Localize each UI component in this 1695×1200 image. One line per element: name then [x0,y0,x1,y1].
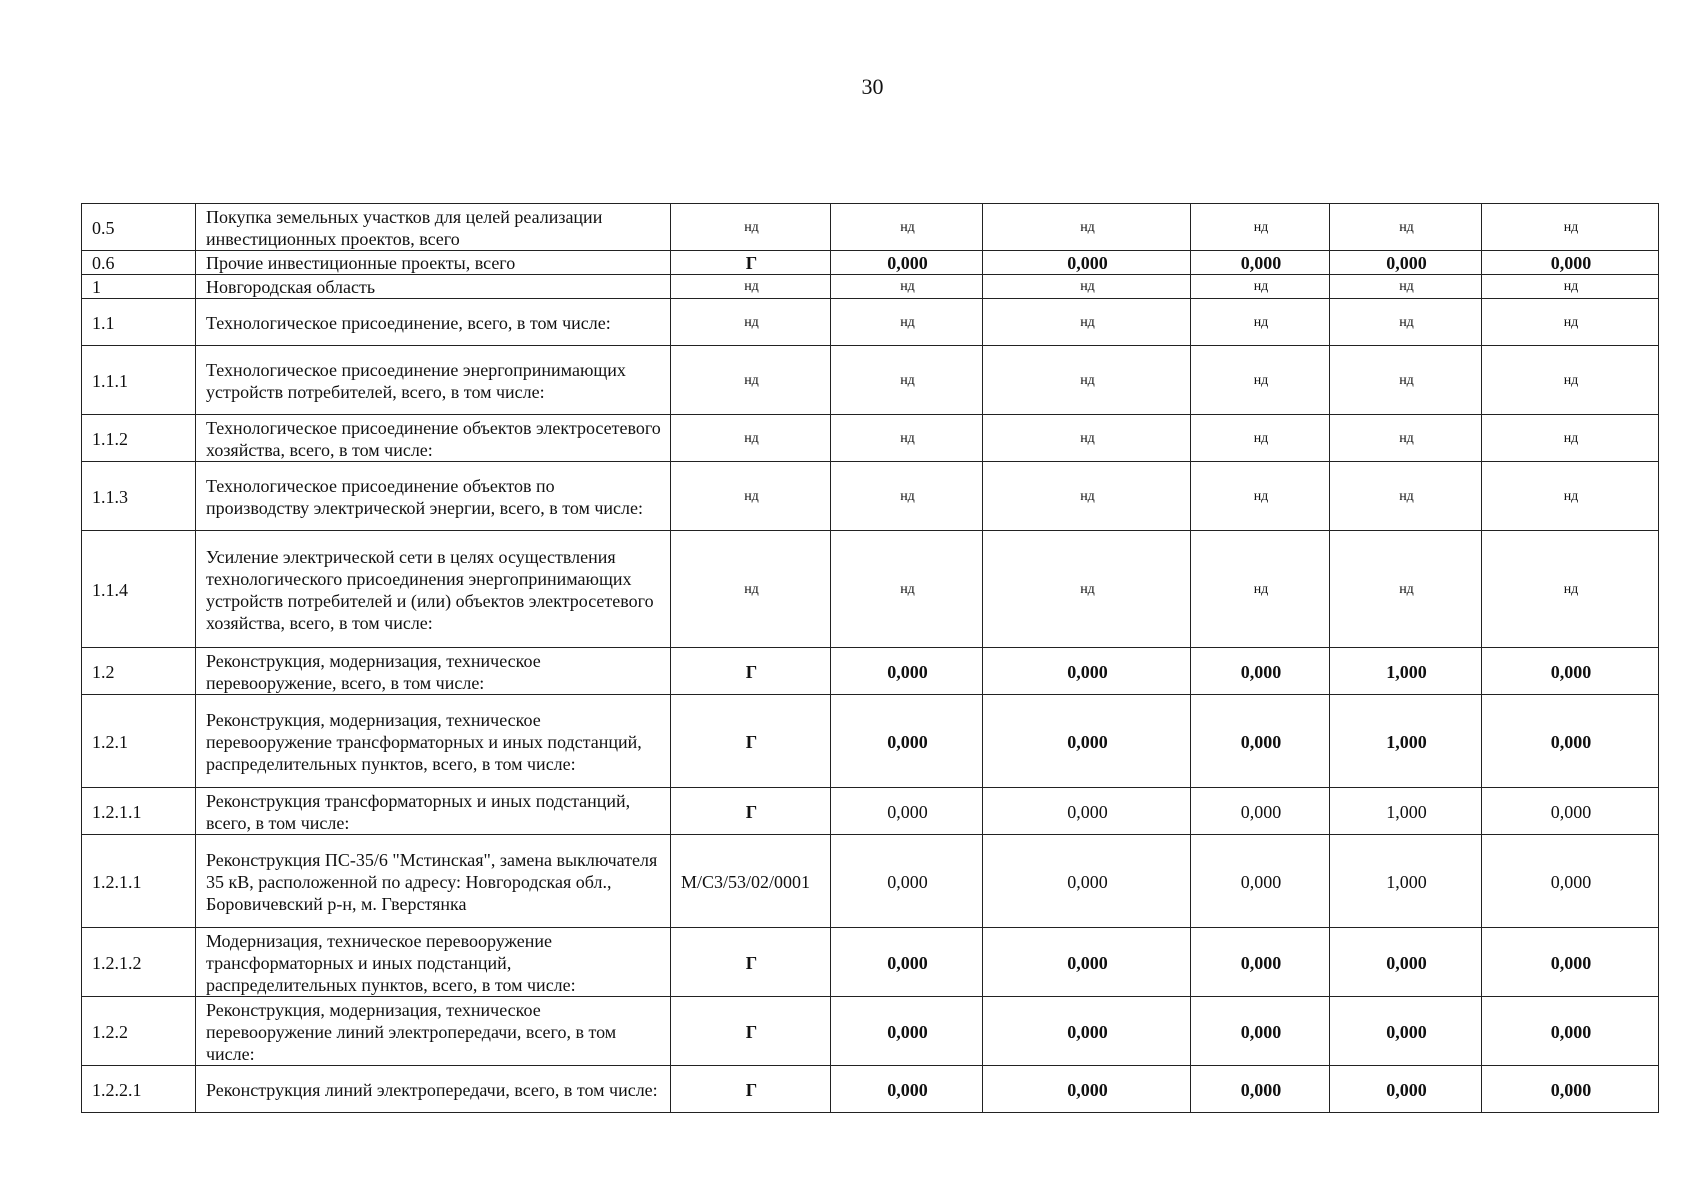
value-cell: 1,000 [1330,648,1482,695]
row-code: 1.1 [82,299,196,346]
value-cell: нд [1330,346,1482,415]
value-cell: нд [1191,531,1330,648]
table-row [82,204,1659,251]
row-code: 1.2.2.1 [82,1066,196,1113]
value-cell: 0,000 [831,1066,983,1113]
table-row [82,928,1659,997]
row-identifier: нд [671,415,831,462]
value-cell: 1,000 [1330,835,1482,928]
value-cell: 0,000 [1482,251,1659,275]
value-cell: 0,000 [1330,997,1482,1066]
value-cell: 0,000 [1191,648,1330,695]
value-cell: 1,000 [1330,788,1482,835]
value-cell: нд [1191,275,1330,299]
value-cell: нд [1191,299,1330,346]
page-number: 30 [861,74,884,99]
value-cell: нд [831,415,983,462]
row-description: Реконструкция ПС-35/6 "Мстинская", замена выключателя 35 кВ, расположенной по адресу: Новгородская обл., Боровичевский р-н, м. Гверстянка [196,835,671,928]
investment-table [81,203,1659,1113]
row-code: 1.2.1 [82,695,196,788]
value-cell: 0,000 [1482,648,1659,695]
value-cell: нд [1482,415,1659,462]
value-cell: нд [1330,299,1482,346]
value-cell: нд [983,462,1191,531]
value-cell: 0,000 [831,251,983,275]
table-row [82,788,1659,835]
row-identifier: нд [671,531,831,648]
table-row [82,531,1659,648]
row-code: 1 [82,275,196,299]
row-code: 1.2.1.2 [82,928,196,997]
value-cell: нд [831,299,983,346]
value-cell: 0,000 [1482,695,1659,788]
value-cell: нд [831,462,983,531]
row-description: Технологическое присоединение энергопринимающих устройств потребителей, всего, в том числе: [196,346,671,415]
value-cell: 0,000 [1482,928,1659,997]
value-cell: нд [1330,275,1482,299]
table-row [82,695,1659,788]
value-cell: 0,000 [1191,1066,1330,1113]
value-cell: 0,000 [983,648,1191,695]
value-cell: 0,000 [1330,1066,1482,1113]
value-cell: 0,000 [831,695,983,788]
value-cell: нд [831,346,983,415]
row-description: Покупка земельных участков для целей реализации инвестиционных проектов, всего [196,204,671,251]
row-code: 1.1.3 [82,462,196,531]
value-cell: нд [831,204,983,251]
row-identifier: нд [671,299,831,346]
value-cell: 0,000 [1191,788,1330,835]
row-description: Технологическое присоединение объектов электросетевого хозяйства, всего, в том числе: [196,415,671,462]
row-description: Реконструкция, модернизация, техническое перевооружение трансформаторных и иных подстанций, распределительных пунктов, всего, в том числе: [196,695,671,788]
table-row [82,299,1659,346]
value-cell: 0,000 [1482,1066,1659,1113]
row-identifier: нд [671,346,831,415]
value-cell: нд [983,275,1191,299]
value-cell: 0,000 [1191,835,1330,928]
value-cell: 0,000 [1191,997,1330,1066]
value-cell: нд [1482,531,1659,648]
row-identifier: Г [671,788,831,835]
row-description: Технологическое присоединение объектов по производству электрической энергии, всего, в том числе: [196,462,671,531]
table-row [82,346,1659,415]
table-row [82,997,1659,1066]
value-cell: 0,000 [1482,835,1659,928]
value-cell: нд [1482,346,1659,415]
value-cell: нд [1330,531,1482,648]
row-code: 1.1.1 [82,346,196,415]
row-code: 0.5 [82,204,196,251]
value-cell: 0,000 [983,788,1191,835]
value-cell: 0,000 [983,695,1191,788]
value-cell: 0,000 [1482,788,1659,835]
value-cell: 1,000 [1330,695,1482,788]
value-cell: нд [1482,275,1659,299]
value-cell: 0,000 [1330,928,1482,997]
table-row [82,415,1659,462]
table-row [82,462,1659,531]
value-cell: 0,000 [983,997,1191,1066]
value-cell: нд [1482,204,1659,251]
row-code: 1.2 [82,648,196,695]
row-identifier: Г [671,1066,831,1113]
value-cell: 0,000 [831,835,983,928]
row-identifier: нд [671,204,831,251]
row-identifier: Г [671,251,831,275]
value-cell: нд [983,299,1191,346]
value-cell: нд [831,275,983,299]
value-cell: 0,000 [983,835,1191,928]
table-row [82,1066,1659,1113]
row-code: 1.2.2 [82,997,196,1066]
row-description: Реконструкция линий электропередачи, всего, в том числе: [196,1066,671,1113]
row-identifier: нд [671,462,831,531]
row-description: Реконструкция, модернизация, техническое перевооружение линий электропередачи, всего, в том числе: [196,997,671,1066]
value-cell: нд [1191,462,1330,531]
value-cell: 0,000 [1191,695,1330,788]
row-code: 1.1.4 [82,531,196,648]
value-cell: 0,000 [983,1066,1191,1113]
value-cell: нд [983,346,1191,415]
row-description: Прочие инвестиционные проекты, всего [196,251,671,275]
table-row [82,648,1659,695]
row-description: Реконструкция, модернизация, техническое перевооружение, всего, в том числе: [196,648,671,695]
value-cell: 0,000 [1191,928,1330,997]
value-cell: 0,000 [1482,997,1659,1066]
value-cell: нд [1191,204,1330,251]
value-cell: нд [1482,462,1659,531]
value-cell: нд [1330,415,1482,462]
row-identifier: Г [671,695,831,788]
value-cell: нд [1330,462,1482,531]
value-cell: нд [831,531,983,648]
table-row [82,275,1659,299]
value-cell: 0,000 [831,648,983,695]
row-identifier: нд [671,275,831,299]
value-cell: 0,000 [1330,251,1482,275]
table-row [82,251,1659,275]
value-cell: 0,000 [1191,251,1330,275]
value-cell: 0,000 [983,251,1191,275]
value-cell: 0,000 [983,928,1191,997]
row-description: Модернизация, техническое перевооружение трансформаторных и иных подстанций, распределительных пунктов, всего, в том числе: [196,928,671,997]
row-identifier: Г [671,648,831,695]
row-identifier: Г [671,997,831,1066]
row-identifier: Г [671,928,831,997]
value-cell: 0,000 [831,788,983,835]
row-description: Реконструкция трансформаторных и иных подстанций, всего, в том числе: [196,788,671,835]
value-cell: нд [1191,415,1330,462]
row-code: 0.6 [82,251,196,275]
value-cell: 0,000 [831,997,983,1066]
row-identifier: M/C3/53/02/0001 [671,835,831,928]
value-cell: нд [983,204,1191,251]
row-description: Новгородская область [196,275,671,299]
value-cell: 0,000 [831,928,983,997]
row-description: Усиление электрической сети в целях осуществления технологического присоединения энергопринимающих устройств потребителей и (или) объектов электросетевого хозяйства, всего, в том числе: [196,531,671,648]
row-description: Технологическое присоединение, всего, в том числе: [196,299,671,346]
value-cell: нд [1191,346,1330,415]
value-cell: нд [983,415,1191,462]
row-code: 1.2.1.1 [82,835,196,928]
value-cell: нд [983,531,1191,648]
row-code: 1.2.1.1 [82,788,196,835]
table-row [82,835,1659,928]
row-code: 1.1.2 [82,415,196,462]
value-cell: нд [1482,299,1659,346]
value-cell: нд [1330,204,1482,251]
